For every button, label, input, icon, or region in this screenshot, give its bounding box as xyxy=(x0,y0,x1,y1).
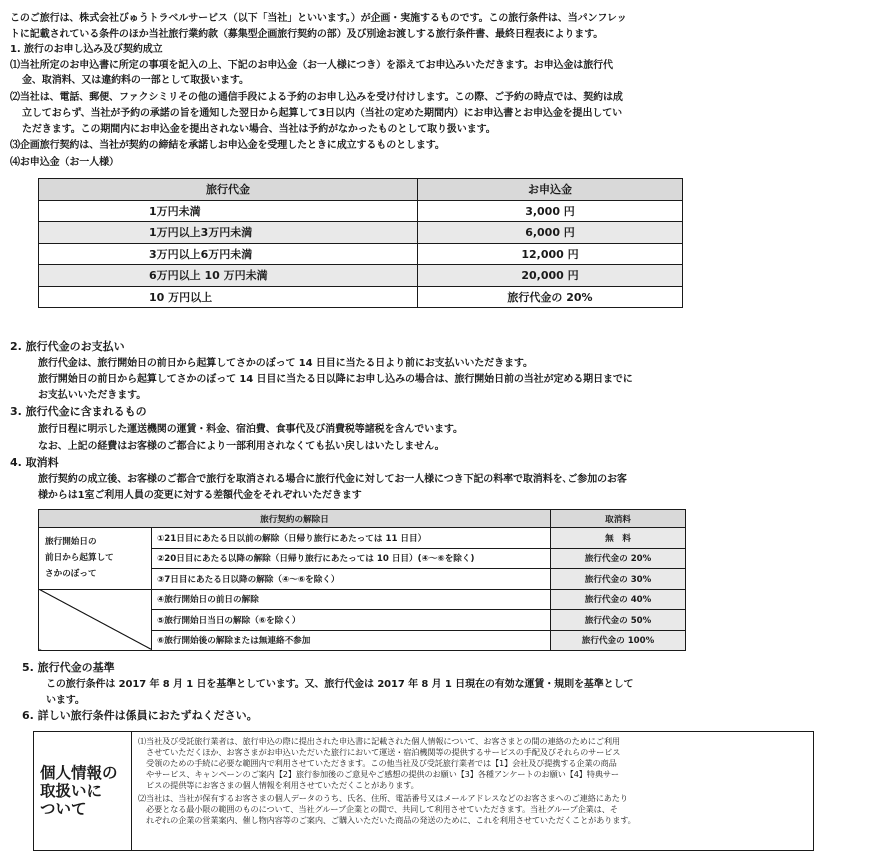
header-cancel-fee: 取消料 xyxy=(551,510,686,528)
deposit-amount: 旅行代金の 20% xyxy=(418,286,683,308)
price-range: 3万円以上6万円未満 xyxy=(39,243,418,265)
privacy-notice-box xyxy=(33,731,814,851)
header-price: 旅行代金 xyxy=(39,179,418,201)
privacy-line: ⑵当社は、当社が保有するお客さまの個人データのうち、氏名、住所、電話番号又はメールアドレスなどのお客さまへのご連絡にあたり xyxy=(138,793,628,803)
privacy-line: れぞれの企業の営業案内、催し物内容等のご案内、ご購入いただいた商品の発送のために、これを利用させていただくことがあります。 xyxy=(138,815,636,825)
section-1-p2-line-1: ⑵当社は、電話、郵便、ファクシミリその他の通信手段による予約のお申し込みを受け付けします。この際、ご予約の時点では、契約は成 xyxy=(10,92,623,103)
privacy-title-line: ついて xyxy=(40,800,87,818)
table-row xyxy=(39,265,683,287)
cancel-fee: 旅行代金の 40% xyxy=(551,589,686,610)
cancel-condition: ⑤旅行開始日当日の解除（⑥を除く） xyxy=(152,610,551,631)
cancel-condition: ①21日目にあたる日以前の解除（日帰り旅行にあたっては 11 日目） xyxy=(152,528,551,549)
section-4-line-1: 旅行契約の成立後、お客様のご都合で旅行を取消される場合に旅行代金に対してお一人様につき下記の料率で取消料を､ご参加のお客 xyxy=(38,474,627,485)
diagonal-blank-cell xyxy=(39,589,152,651)
cancel-condition: ④旅行開始日の前日の解除 xyxy=(152,589,551,610)
section-2-line-3: お支払いいただきます。 xyxy=(38,390,147,401)
table-row xyxy=(39,528,686,549)
price-range: 1万円以上3万円未満 xyxy=(39,222,418,244)
table-row xyxy=(39,589,686,610)
counting-rule-line: 前日から起算して xyxy=(45,553,114,564)
cancel-condition: ②20日目にあたる以降の解除（日帰り旅行にあたっては 10 日目）(④〜⑥を除く) xyxy=(152,548,551,569)
privacy-line: 受領のための手続に必要な範囲内で利用させていただきます。この他当社及び受託旅行業者では【1】会社及び提携する企業の商品 xyxy=(138,758,617,768)
section-3-line-2: なお、上記の経費はお客様のご都合により一部利用されなくても払い戻しはいたしません。 xyxy=(38,441,445,452)
privacy-line: ビスの提供等にお客さまの個人情報を利用させていただくことがあります。 xyxy=(138,780,419,790)
privacy-line: やサービス、キャンペーンのご案内【2】旅行参加後のご意見やご感想の提供のお願い【3】各種アンケートのお願い【4】特典サー xyxy=(138,769,619,779)
price-range: 6万円以上 10 万円未満 xyxy=(39,265,418,287)
section-1-p4: ⑷お申込金（お一人様） xyxy=(10,157,119,168)
section-3-heading: 3. 旅行代金に含まれるもの xyxy=(10,405,147,418)
counting-rule-line: さかのぼって xyxy=(45,569,97,580)
cancel-condition: ③7日目にあたる日以降の解除（④〜⑥を除く） xyxy=(152,569,551,590)
cancel-fee: 旅行代金の 50% xyxy=(551,610,686,631)
section-5-heading: 5. 旅行代金の基準 xyxy=(22,661,115,674)
table-row xyxy=(39,222,683,244)
privacy-line: 必要となる最小限の範囲のものについて、当社グループ企業との間で、共同して利用させていただきます。当社グループ企業は、そ xyxy=(138,804,618,814)
deposit-amount: 6,000 円 xyxy=(418,222,683,244)
section-5-line-1: この旅行条件は 2017 年 8 月 1 日を基準としています。又、旅行代金は 2017 年 8 月 1 日現在の有効な運賃・規則を基準として xyxy=(46,679,634,690)
deposit-amount: 12,000 円 xyxy=(418,243,683,265)
cancel-fee: 無 料 xyxy=(551,528,686,549)
header-deposit: お申込金 xyxy=(418,179,683,201)
section-2-heading: 2. 旅行代金のお支払い xyxy=(10,340,125,353)
cancellation-fee-table xyxy=(38,509,686,651)
cancel-condition: ⑥旅行開始後の解除または無連絡不参加 xyxy=(152,630,551,651)
deposit-amount: 3,000 円 xyxy=(418,200,683,222)
table-row xyxy=(39,200,683,222)
header-cancel-date: 旅行契約の解除日 xyxy=(39,510,551,528)
section-1-p1-line-2: 金、取消料、又は違約料の一部として取扱います。 xyxy=(22,75,249,86)
section-2-line-1: 旅行代金は、旅行開始日の前日から起算してさかのぼって 14 日目に当たる日より前にお支払いいただきます。 xyxy=(38,358,533,369)
table-header-row xyxy=(39,510,686,528)
price-range: 10 万円以上 xyxy=(39,286,418,308)
section-1-p1-line-1: ⑴当社所定のお申込書に所定の事項を記入の上、下記のお申込金（お一人様につき）を添えてお申込みいただきます。お申込金は旅行代 xyxy=(10,60,613,71)
section-1-heading: 1. 旅行のお申し込み及び契約成立 xyxy=(10,44,163,55)
table-header-row xyxy=(39,179,683,201)
intro-line-1: このご旅行は、株式会社びゅうトラベルサービス（以下「当社」といいます。）が企画・実施するものです。この旅行条件は、当パンフレッ xyxy=(10,13,627,24)
privacy-line: させていただくほか、お客さまがお申込いただいた旅行において運送・宿泊機関等の提供するサービスの手配及びそれらのサービス xyxy=(138,747,621,757)
price-range: 1万円未満 xyxy=(39,200,418,222)
section-3-line-1: 旅行日程に明示した運送機関の運賃・料金、宿泊費、食事代及び消費税等諸税を含んでいます。 xyxy=(38,424,463,435)
section-2-line-2: 旅行開始日の前日から起算してさかのぼって 14 日目に当たる日以降にお申し込みの場合は、旅行開始日前の当社が定める期日までに xyxy=(38,374,633,385)
application-fee-table xyxy=(38,178,683,308)
section-4-line-2: 様からは1室ご利用人員の変更に対する差額代金をそれぞれいただきます xyxy=(38,490,362,501)
privacy-line: ⑴当社及び受託旅行業者は、旅行申込の際に提出された申込書に記載された個人情報について、お客さまとの間の連絡のためにご利用 xyxy=(138,736,620,746)
section-5-line-2: います。 xyxy=(46,695,85,706)
section-6-heading: 6. 詳しい旅行条件は係員におたずねください。 xyxy=(22,709,258,722)
privacy-title-line: 個人情報の xyxy=(40,764,118,782)
intro-line-2: トに記載されている条件のほか当社旅行業約款（募集型企画旅行契約の部）及び別途お渡しする旅行条件書、最終日程表によります。 xyxy=(10,29,604,40)
section-4-heading: 4. 取消料 xyxy=(10,456,59,469)
counting-rule-line: 旅行開始日の xyxy=(45,537,97,548)
deposit-amount: 20,000 円 xyxy=(418,265,683,287)
counting-rule-label xyxy=(39,528,152,590)
cancel-fee: 旅行代金の 20% xyxy=(551,548,686,569)
privacy-title-line: 取扱いに xyxy=(40,782,103,800)
cancel-fee: 旅行代金の 30% xyxy=(551,569,686,590)
section-1-p2-line-2: 立しておらず、当社が予約の承諾の旨を通知した翌日から起算して3日以内（当社の定めた期間内）にお申込書とお申込金を提出してい xyxy=(22,108,623,119)
cancel-fee: 旅行代金の 100% xyxy=(551,630,686,651)
section-1-p2-line-3: ただきます。この期間内にお申込金を提出されない場合、当社は予約がなかったものとして取り扱います。 xyxy=(22,124,496,135)
table-row xyxy=(39,286,683,308)
privacy-notice-title xyxy=(34,732,132,850)
section-1-p3: ⑶企画旅行契約は、当社が契約の締結を承諾しお申込金を受理したときに成立するものとします。 xyxy=(10,140,445,151)
table-row xyxy=(39,243,683,265)
